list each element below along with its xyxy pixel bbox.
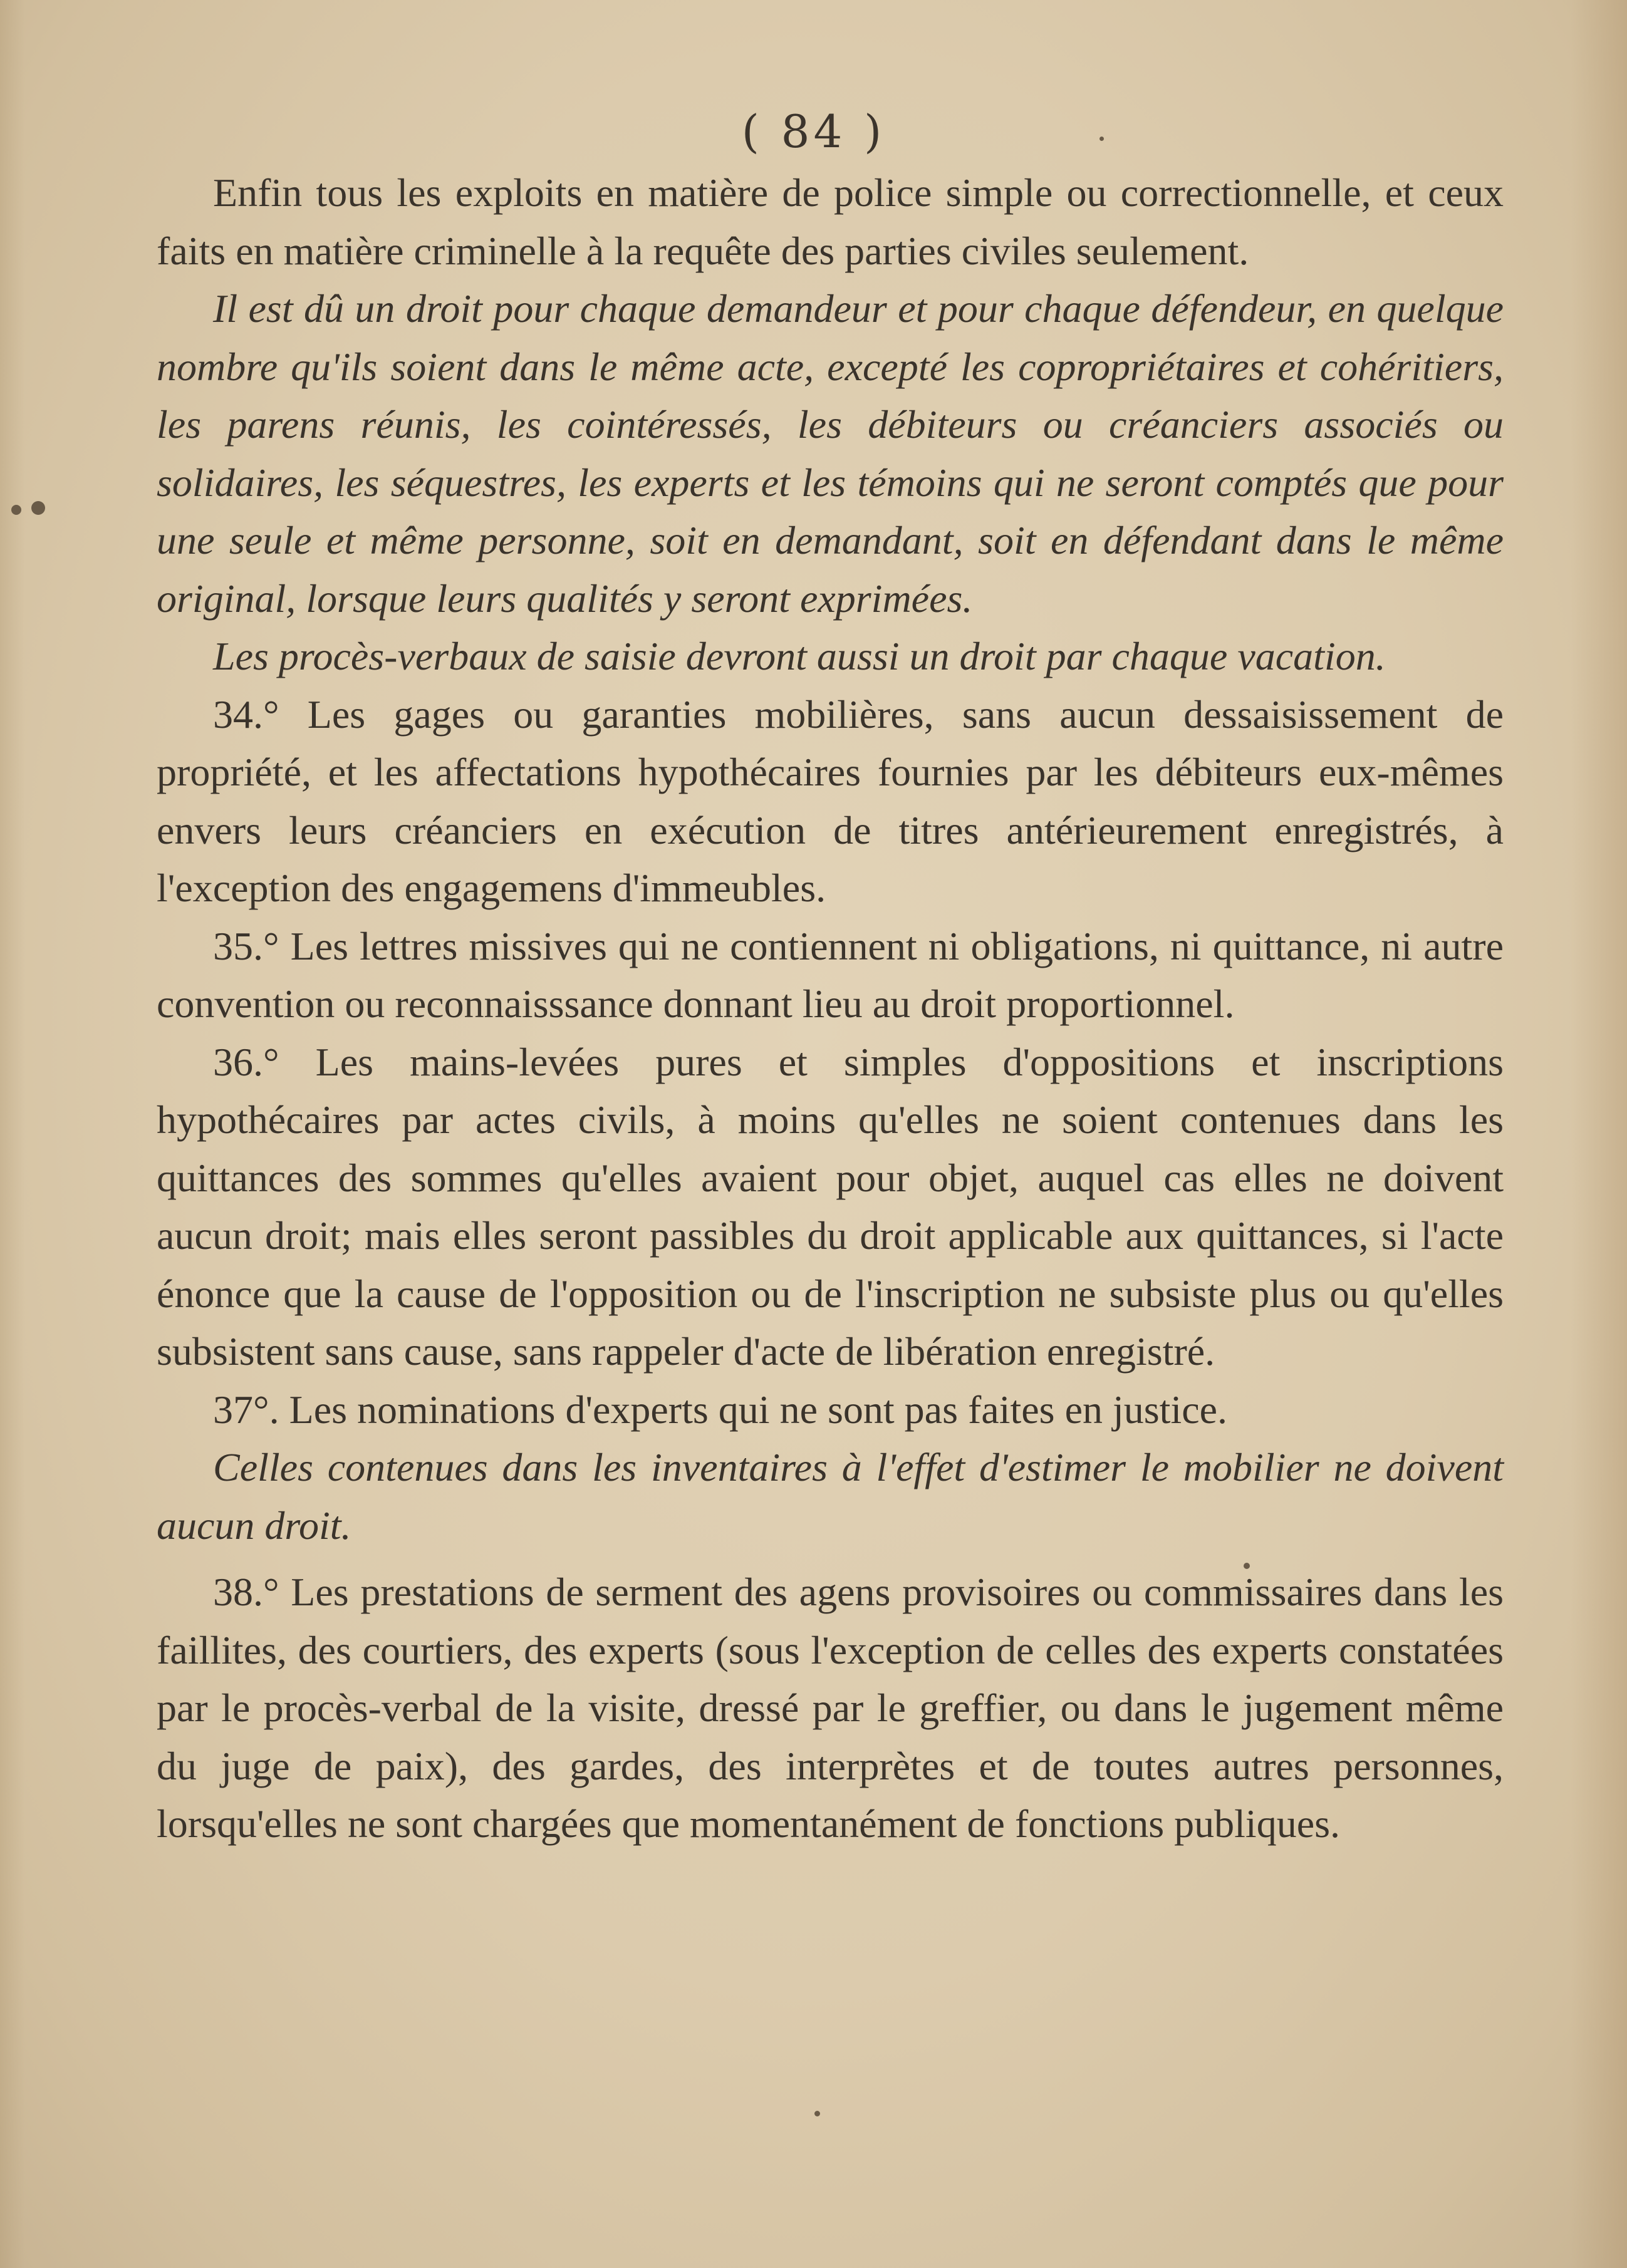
ink-speck: [31, 501, 45, 515]
body-text: [157, 164, 1504, 1853]
paragraph-article-35: 35.° Les lettres missives qui ne contiennent ni obligations, ni quittance, ni autre convention ou reconnaisssance donnant lieu au droit proportionnel.: [157, 923, 1504, 1026]
ink-speck: [814, 2111, 820, 2116]
paragraph-inventaires: Celles contenues dans les inventaires à l'effet d'estimer le mobilier ne doivent aucun droit.: [157, 1445, 1504, 1548]
paragraph-article-34: 34.° Les gages ou garanties mobilières, sans aucun dessaisissement de propriété, et les affectations hypothécaires fournies par les débiteurs eux-mêmes envers leurs créanciers en exécution de titres antérieurement enregistrés, à l'exception des engagemens d'immeubles.: [157, 691, 1504, 910]
paragraph-article-37: 37°. Les nominations d'experts qui ne sont pas faites en justice.: [213, 1387, 1228, 1432]
paragraph-article-36: 36.° Les mains-levées pures et simples d'oppositions et inscriptions hypothécaires par actes civils, à moins qu'elles ne soient contenues dans les quittances des sommes qu'elles avaient pour objet, auquel cas elles ne doivent aucun droit; mais elles seront passibles du droit applicable aux quittances, si l'acte énonce que la cause de l'opposition ou de l'inscription ne subsiste plus ou qu'elles subsistent sans cause, sans rappeler d'acte de libération enregistré.: [157, 1039, 1504, 1374]
paragraph-exploits: Enfin tous les exploits en matière de police simple ou correctionnelle, et ceux faits en matière criminelle à la requête des parties civiles seulement.: [157, 170, 1504, 273]
page-number: ( 84 ): [741, 105, 886, 158]
paragraph-droit-demandeur: Il est dû un droit pour chaque demandeur et pour chaque défendeur, en quelque nombre qu'ils soient dans le même acte, excepté les copropriétaires et cohéritiers, les parens réunis, les cointéressés, les débiteurs ou créanciers associés ou solidaires, les séquestres, les experts et les témoins qui ne seront comptés que pour une seule et même personne, soit en demandant, soit en défendant dans le même original, lorsque leurs qualités y seront exprimées.: [157, 286, 1504, 621]
paragraph-proces-verbaux: Les procès-verbaux de saisie devront aussi un droit par chaque vacation.: [213, 634, 1386, 678]
paragraph-article-38: 38.° Les prestations de serment des agens provisoires ou commissaires dans les faillites, des courtiers, des experts (sous l'exception de celles des experts constatées par le procès-verbal de la visite, dressé par le greffier, ou dans le jugement même du juge de paix), des gardes, des interprètes et de toutes autres personnes, lorsqu'elles ne sont chargées que momentanément de fonctions publiques.: [157, 1570, 1504, 1846]
page-edge-shadow-left: [0, 0, 25, 2268]
ink-speck: [11, 505, 21, 515]
page-edge-shadow-right: [1571, 0, 1627, 2268]
